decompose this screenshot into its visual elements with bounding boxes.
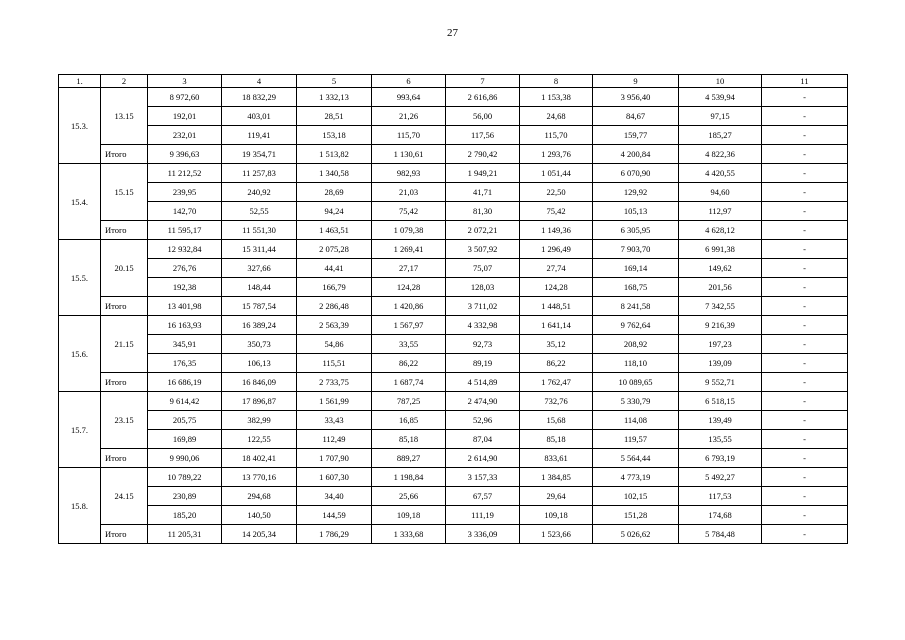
total-row (59, 525, 848, 544)
table-cell: 117,56 (446, 126, 520, 145)
group-code: 15.8. (59, 468, 101, 544)
table-cell: 151,28 (593, 506, 679, 525)
total-cell: 833,61 (520, 449, 593, 468)
table-cell: - (762, 506, 848, 525)
table-cell: 192,38 (148, 278, 222, 297)
table-cell: 4 773,19 (593, 468, 679, 487)
table-row (59, 354, 848, 373)
total-cell: 1 293,76 (520, 145, 593, 164)
group-code: 15.4. (59, 164, 101, 240)
table-cell: 117,53 (679, 487, 762, 506)
table-cell: 6 518,15 (679, 392, 762, 411)
group-sub-code: 21.15 (101, 316, 148, 373)
table-cell: 21,03 (372, 183, 446, 202)
total-cell: 8 241,58 (593, 297, 679, 316)
table-cell: 1 198,84 (372, 468, 446, 487)
table-cell: 29,64 (520, 487, 593, 506)
table-cell: - (762, 487, 848, 506)
table-row (59, 183, 848, 202)
total-cell: 1 707,90 (297, 449, 372, 468)
table-cell: 148,44 (222, 278, 297, 297)
table-cell: 1 269,41 (372, 240, 446, 259)
table-cell: 75,42 (372, 202, 446, 221)
table-cell: 109,18 (372, 506, 446, 525)
table-cell: 81,30 (446, 202, 520, 221)
table-cell: 111,19 (446, 506, 520, 525)
total-cell: - (762, 145, 848, 164)
table-cell: 112,49 (297, 430, 372, 449)
table-cell: 52,55 (222, 202, 297, 221)
header-cell: 6 (372, 75, 446, 88)
total-cell: 11 551,30 (222, 221, 297, 240)
total-cell: 11 205,31 (148, 525, 222, 544)
table-cell: 5 492,27 (679, 468, 762, 487)
table-cell: 34,40 (297, 487, 372, 506)
table-cell: 124,28 (520, 278, 593, 297)
total-cell: 5 026,62 (593, 525, 679, 544)
table-cell: 3 507,92 (446, 240, 520, 259)
table-cell: 6 991,38 (679, 240, 762, 259)
table-cell: 9 762,64 (593, 316, 679, 335)
table-row (59, 392, 848, 411)
table-cell: 22,50 (520, 183, 593, 202)
table-cell: 149,62 (679, 259, 762, 278)
table-cell: 239,95 (148, 183, 222, 202)
table-cell: 192,01 (148, 107, 222, 126)
table-cell: 1 561,99 (297, 392, 372, 411)
total-label: Итого (101, 373, 148, 392)
group-sub-code: 15.15 (101, 164, 148, 221)
table-cell: 169,14 (593, 259, 679, 278)
table-cell: 119,41 (222, 126, 297, 145)
header-cell: 10 (679, 75, 762, 88)
table-cell: 4 420,55 (679, 164, 762, 183)
table-cell: 118,10 (593, 354, 679, 373)
table-cell: 1 051,44 (520, 164, 593, 183)
header-cell: 7 (446, 75, 520, 88)
group-sub-code: 13.15 (101, 88, 148, 145)
total-cell: 6 793,19 (679, 449, 762, 468)
header-cell: 5 (297, 75, 372, 88)
total-cell: 1 786,29 (297, 525, 372, 544)
header-cell: 2 (101, 75, 148, 88)
total-cell: 1 420,86 (372, 297, 446, 316)
table-row (59, 164, 848, 183)
table-cell: 185,20 (148, 506, 222, 525)
table-cell: 5 330,79 (593, 392, 679, 411)
table-cell: 382,99 (222, 411, 297, 430)
table-cell: 27,17 (372, 259, 446, 278)
table-cell: 2 075,28 (297, 240, 372, 259)
table-cell: 276,76 (148, 259, 222, 278)
table-cell: - (762, 354, 848, 373)
table-row (59, 202, 848, 221)
table-cell: 8 972,60 (148, 88, 222, 107)
table-cell: 3 157,33 (446, 468, 520, 487)
table-cell: 4 539,94 (679, 88, 762, 107)
table-row (59, 411, 848, 430)
table-cell: 732,76 (520, 392, 593, 411)
table-cell: 129,92 (593, 183, 679, 202)
group-sub-code: 20.15 (101, 240, 148, 297)
total-label: Итого (101, 297, 148, 316)
total-cell: 7 342,55 (679, 297, 762, 316)
table-cell: - (762, 88, 848, 107)
table-cell: 25,66 (372, 487, 446, 506)
table-cell: 75,42 (520, 202, 593, 221)
table-cell: 230,89 (148, 487, 222, 506)
table-cell: 115,51 (297, 354, 372, 373)
table-body (59, 75, 848, 544)
table-cell: - (762, 164, 848, 183)
table-cell: - (762, 202, 848, 221)
table-cell: 27,74 (520, 259, 593, 278)
table-cell: - (762, 126, 848, 145)
table-cell: 12 932,84 (148, 240, 222, 259)
table-cell: - (762, 107, 848, 126)
total-cell: 1 149,36 (520, 221, 593, 240)
total-cell: 9 990,06 (148, 449, 222, 468)
table-cell: 94,60 (679, 183, 762, 202)
header-cell: 8 (520, 75, 593, 88)
total-cell: 1 687,74 (372, 373, 446, 392)
table-cell: 1 340,58 (297, 164, 372, 183)
table-cell: 1 607,30 (297, 468, 372, 487)
table-cell: 67,57 (446, 487, 520, 506)
header-cell: 9 (593, 75, 679, 88)
table-cell: 4 332,98 (446, 316, 520, 335)
table-cell: - (762, 240, 848, 259)
total-cell: 5 784,48 (679, 525, 762, 544)
total-row (59, 145, 848, 164)
table-cell: 105,13 (593, 202, 679, 221)
total-cell: 4 200,84 (593, 145, 679, 164)
table-cell: 159,77 (593, 126, 679, 145)
table-cell: 52,96 (446, 411, 520, 430)
table-cell: - (762, 335, 848, 354)
table-cell: 86,22 (372, 354, 446, 373)
table-cell: 345,91 (148, 335, 222, 354)
header-cell: 3 (148, 75, 222, 88)
total-cell: 9 552,71 (679, 373, 762, 392)
total-cell: 1 448,51 (520, 297, 593, 316)
table-row (59, 88, 848, 107)
table-row (59, 506, 848, 525)
table-cell: 33,55 (372, 335, 446, 354)
table-cell: 403,01 (222, 107, 297, 126)
table-cell: 208,92 (593, 335, 679, 354)
table-cell: 327,66 (222, 259, 297, 278)
table-cell: 205,75 (148, 411, 222, 430)
table-cell: 174,68 (679, 506, 762, 525)
table-cell: 787,25 (372, 392, 446, 411)
total-cell: 4 514,89 (446, 373, 520, 392)
table-cell: 6 070,90 (593, 164, 679, 183)
table-cell: 1 296,49 (520, 240, 593, 259)
table-row (59, 259, 848, 278)
group-code: 15.7. (59, 392, 101, 468)
table-cell: 109,18 (520, 506, 593, 525)
header-cell: 1. (59, 75, 101, 88)
total-row (59, 373, 848, 392)
table-cell: 135,55 (679, 430, 762, 449)
table-cell: 176,35 (148, 354, 222, 373)
total-cell: 16 846,09 (222, 373, 297, 392)
total-row (59, 221, 848, 240)
table-cell: 1 384,85 (520, 468, 593, 487)
total-cell: 13 401,98 (148, 297, 222, 316)
total-cell: 15 787,54 (222, 297, 297, 316)
table-cell: 35,12 (520, 335, 593, 354)
table-cell: 7 903,70 (593, 240, 679, 259)
table-cell: - (762, 468, 848, 487)
table-cell: 153,18 (297, 126, 372, 145)
table-row (59, 126, 848, 145)
total-row (59, 449, 848, 468)
total-label: Итого (101, 525, 148, 544)
table-cell: 97,15 (679, 107, 762, 126)
table-cell: 54,86 (297, 335, 372, 354)
table-cell: 140,50 (222, 506, 297, 525)
group-sub-code: 24.15 (101, 468, 148, 525)
table-cell: 10 789,22 (148, 468, 222, 487)
total-cell: 3 336,09 (446, 525, 520, 544)
table-cell: 94,24 (297, 202, 372, 221)
table-cell: 169,89 (148, 430, 222, 449)
table-cell: 15,68 (520, 411, 593, 430)
total-cell: - (762, 297, 848, 316)
page-number: 27 (447, 27, 458, 39)
table-cell: 9 614,42 (148, 392, 222, 411)
table-cell: 85,18 (372, 430, 446, 449)
total-cell: 2 286,48 (297, 297, 372, 316)
total-label: Итого (101, 449, 148, 468)
total-cell: 16 686,19 (148, 373, 222, 392)
table-cell: 28,51 (297, 107, 372, 126)
table-cell: 86,22 (520, 354, 593, 373)
table-cell: 15 311,44 (222, 240, 297, 259)
total-cell: 1 523,66 (520, 525, 593, 544)
total-cell: 10 089,65 (593, 373, 679, 392)
total-cell: 1 079,38 (372, 221, 446, 240)
table-cell: 166,79 (297, 278, 372, 297)
table-row (59, 430, 848, 449)
data-table (58, 74, 848, 544)
table-cell: - (762, 183, 848, 202)
header-cell: 4 (222, 75, 297, 88)
table-cell: 142,70 (148, 202, 222, 221)
table-cell: - (762, 316, 848, 335)
table-cell: 1 567,97 (372, 316, 446, 335)
total-cell: 2 733,75 (297, 373, 372, 392)
table-cell: 28,69 (297, 183, 372, 202)
table-cell: 122,55 (222, 430, 297, 449)
table-cell: 92,73 (446, 335, 520, 354)
table-cell: 240,92 (222, 183, 297, 202)
table-cell: 124,28 (372, 278, 446, 297)
table-cell: 185,27 (679, 126, 762, 145)
table-row (59, 107, 848, 126)
table-cell: 56,00 (446, 107, 520, 126)
table-cell: 11 257,83 (222, 164, 297, 183)
group-code: 15.5. (59, 240, 101, 316)
table-cell: 85,18 (520, 430, 593, 449)
table-cell: 197,23 (679, 335, 762, 354)
table-cell: 139,49 (679, 411, 762, 430)
group-sub-code: 23.15 (101, 392, 148, 449)
table-cell: 982,93 (372, 164, 446, 183)
total-cell: 2 614,90 (446, 449, 520, 468)
total-cell: 14 205,34 (222, 525, 297, 544)
table-cell: 16 389,24 (222, 316, 297, 335)
table-cell: - (762, 411, 848, 430)
group-code: 15.6. (59, 316, 101, 392)
table-cell: 18 832,29 (222, 88, 297, 107)
table-cell: 9 216,39 (679, 316, 762, 335)
total-cell: 11 595,17 (148, 221, 222, 240)
table-cell: 114,08 (593, 411, 679, 430)
table-cell: 232,01 (148, 126, 222, 145)
total-cell: 1 130,61 (372, 145, 446, 164)
table-row (59, 316, 848, 335)
table-cell: 13 770,16 (222, 468, 297, 487)
table-cell: 44,41 (297, 259, 372, 278)
table-cell: 128,03 (446, 278, 520, 297)
table-cell: - (762, 430, 848, 449)
table-cell: 168,75 (593, 278, 679, 297)
table-cell: 350,73 (222, 335, 297, 354)
table-cell: 21,26 (372, 107, 446, 126)
table-cell: 2 563,39 (297, 316, 372, 335)
table-cell: 89,19 (446, 354, 520, 373)
table-cell: 3 956,40 (593, 88, 679, 107)
table-cell: 1 949,21 (446, 164, 520, 183)
table-cell: 16,85 (372, 411, 446, 430)
table-cell: 41,71 (446, 183, 520, 202)
total-cell: 2 072,21 (446, 221, 520, 240)
table-cell: 1 332,13 (297, 88, 372, 107)
total-cell: 3 711,02 (446, 297, 520, 316)
total-cell: 1 333,68 (372, 525, 446, 544)
table-cell: 115,70 (372, 126, 446, 145)
total-cell: 6 305,95 (593, 221, 679, 240)
table-cell: 112,97 (679, 202, 762, 221)
total-cell: 19 354,71 (222, 145, 297, 164)
table-cell: 201,56 (679, 278, 762, 297)
table-cell: 993,64 (372, 88, 446, 107)
table-cell: 87,04 (446, 430, 520, 449)
table-cell: 1 641,14 (520, 316, 593, 335)
table-cell: 2 616,86 (446, 88, 520, 107)
table-cell: 144,59 (297, 506, 372, 525)
total-cell: 9 396,63 (148, 145, 222, 164)
table-row (59, 240, 848, 259)
total-cell: 889,27 (372, 449, 446, 468)
total-cell: 1 513,82 (297, 145, 372, 164)
header-row (59, 75, 848, 88)
table-cell: 17 896,87 (222, 392, 297, 411)
total-cell: 1 463,51 (297, 221, 372, 240)
table-cell: 115,70 (520, 126, 593, 145)
header-cell: 11 (762, 75, 848, 88)
total-label: Итого (101, 221, 148, 240)
table-row (59, 278, 848, 297)
table-cell: 24,68 (520, 107, 593, 126)
table-cell: 119,57 (593, 430, 679, 449)
total-cell: - (762, 221, 848, 240)
total-cell: - (762, 449, 848, 468)
table-row (59, 335, 848, 354)
total-cell: 4 822,36 (679, 145, 762, 164)
table-cell: - (762, 392, 848, 411)
table-cell: 2 474,90 (446, 392, 520, 411)
table-cell: 33,43 (297, 411, 372, 430)
table-cell: 75,07 (446, 259, 520, 278)
total-cell: 18 402,41 (222, 449, 297, 468)
table-row (59, 487, 848, 506)
total-label: Итого (101, 145, 148, 164)
table-cell: 1 153,38 (520, 88, 593, 107)
group-code: 15.3. (59, 88, 101, 164)
table-cell: 106,13 (222, 354, 297, 373)
total-cell: 1 762,47 (520, 373, 593, 392)
total-cell: - (762, 373, 848, 392)
total-row (59, 297, 848, 316)
table-cell: - (762, 259, 848, 278)
table-cell: 139,09 (679, 354, 762, 373)
table-cell: - (762, 278, 848, 297)
table-cell: 11 212,52 (148, 164, 222, 183)
table-row (59, 468, 848, 487)
table-cell: 294,68 (222, 487, 297, 506)
total-cell: 4 628,12 (679, 221, 762, 240)
table-cell: 16 163,93 (148, 316, 222, 335)
table-cell: 102,15 (593, 487, 679, 506)
total-cell: - (762, 525, 848, 544)
table-cell: 84,67 (593, 107, 679, 126)
total-cell: 5 564,44 (593, 449, 679, 468)
total-cell: 2 790,42 (446, 145, 520, 164)
